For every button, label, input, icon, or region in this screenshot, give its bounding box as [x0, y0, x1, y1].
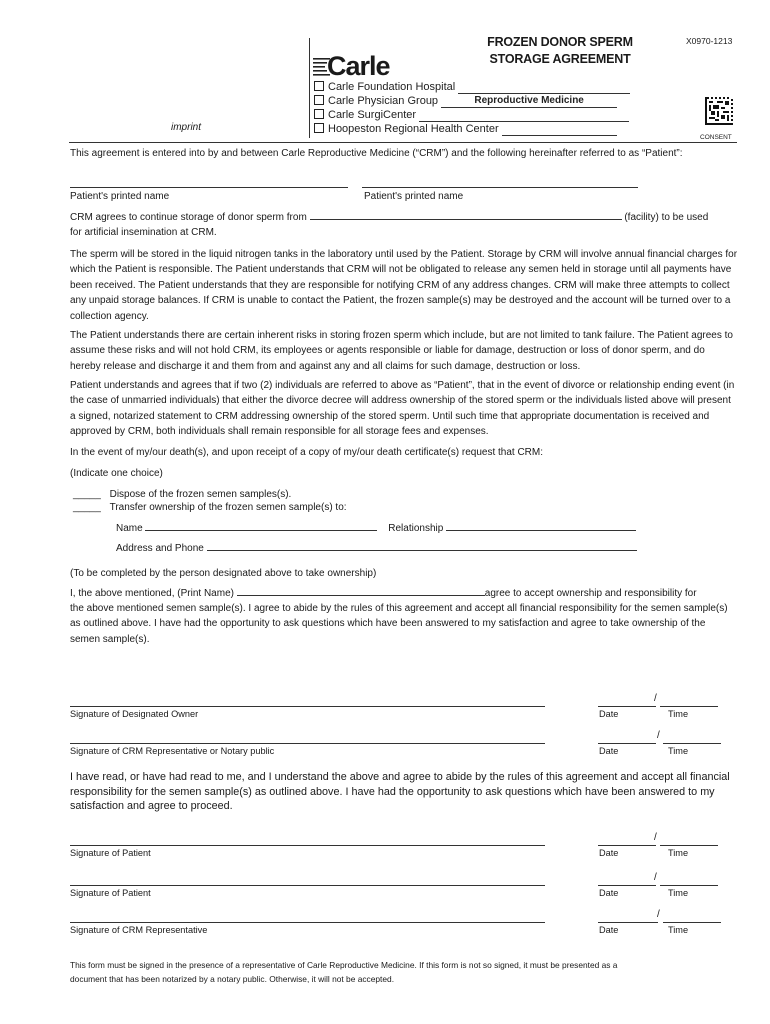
- designee-note: (To be completed by the person designated above to take ownership): [70, 568, 377, 579]
- time-label: Time: [668, 925, 689, 935]
- date-label: Date: [599, 848, 619, 858]
- date-line[interactable]: [598, 922, 658, 923]
- signature-crm-rep-label: Signature of CRM Representative: [70, 925, 208, 935]
- facility-value[interactable]: [458, 82, 630, 94]
- crm-line-end: (facility) to be used: [624, 212, 709, 223]
- facility-value[interactable]: [502, 124, 617, 136]
- date-label: Date: [599, 746, 619, 756]
- relationship-label: Relationship: [388, 523, 444, 534]
- final-statement: I have read, or have had read to me, and I understand the above and agree to abide by the rules of this agreement and accept all financial responsibility for the semen sample(s) as outlined above. I have had the opportunity to ask questions which have been answered to my satisfaction and agree to proceed.: [70, 771, 730, 812]
- choice-blank[interactable]: _____: [73, 502, 101, 513]
- signature-patient-label: Signature of Patient: [70, 848, 151, 858]
- choice-dispose-label: Dispose of the frozen semen samples(s).: [109, 489, 292, 500]
- choice-transfer[interactable]: [73, 500, 347, 515]
- date-time-slash: /: [657, 909, 660, 920]
- signature-line[interactable]: [70, 885, 545, 886]
- address-label: Address and Phone: [116, 543, 204, 554]
- choice-blank[interactable]: _____: [73, 489, 101, 500]
- facility-label: Hoopeston Regional Health Center: [328, 123, 499, 135]
- header-rule: [69, 142, 737, 143]
- form-title: [470, 34, 650, 68]
- patient-name-line[interactable]: [70, 187, 348, 188]
- time-label: Time: [668, 848, 689, 858]
- name-label: Name: [116, 523, 143, 534]
- choice-transfer-label: Transfer ownership of the frozen semen sample(s) to:: [109, 502, 347, 513]
- intro-text: This agreement is entered into by and between Carle Reproductive Medicine (“CRM”) and the following hereinafter referred to as “Patient”:: [70, 148, 683, 159]
- crm-agreement-line: [70, 210, 708, 225]
- signature-line[interactable]: [70, 922, 545, 923]
- header-divider: [309, 38, 310, 138]
- date-label: Date: [599, 709, 619, 719]
- facility-row[interactable]: [314, 94, 617, 108]
- footer-line-1: This form must be signed in the presence of a representative of Carle Reproductive Medicine. If this form is not so signed, it must be presented as a: [70, 960, 618, 970]
- time-line[interactable]: [663, 743, 721, 744]
- signature-designated-owner-label: Signature of Designated Owner: [70, 709, 199, 719]
- facility-label: Carle SurgiCenter: [328, 109, 417, 121]
- carle-logo: [313, 51, 413, 81]
- date-line[interactable]: [598, 743, 656, 744]
- transfer-name-row: [116, 521, 636, 536]
- date-label: Date: [599, 925, 619, 935]
- signature-line[interactable]: [70, 706, 545, 707]
- storage-paragraph: The sperm will be stored in the liquid nitrogen tanks in the laboratory until used by the Patient. Storage by CRM will involve annual financial charges for which the Patient is responsible. The Patient understands that CRM will not be obligated to release any semen held in storage until all payments have been received. The Patient understands that they are responsible for notifying CRM of any address changes. CRM will make three attempts to collect any unpaid storage balances. If CRM is unable to contact the Patient, the frozen sample(s) may be destroyed and the account will be turned over to a collection agency.: [70, 249, 738, 322]
- datamatrix-code-icon: [705, 97, 733, 125]
- facility-checkbox[interactable]: [314, 81, 324, 91]
- designee-line: [70, 586, 697, 601]
- patient-name-line[interactable]: [362, 187, 638, 188]
- indicate-choice: (Indicate one choice): [70, 468, 163, 479]
- death-paragraph: In the event of my/our death(s), and upon receipt of a copy of my/our death certificate(s) request that CRM:: [70, 447, 544, 458]
- facility-checkbox[interactable]: [314, 123, 324, 133]
- relationship-field[interactable]: [446, 521, 636, 531]
- time-label: Time: [668, 709, 689, 719]
- date-line[interactable]: [598, 706, 656, 707]
- date-time-slash: /: [657, 730, 660, 741]
- date-line[interactable]: [598, 845, 656, 846]
- date-time-slash: /: [654, 693, 657, 704]
- facility-value[interactable]: [419, 110, 629, 122]
- transfer-address-row: [116, 541, 637, 556]
- signature-line[interactable]: [70, 743, 545, 744]
- time-line[interactable]: [663, 922, 721, 923]
- title-line-1: FROZEN DONOR SPERM: [487, 35, 633, 49]
- facility-checkbox[interactable]: [314, 109, 324, 119]
- imprint-label: imprint: [171, 122, 202, 133]
- facility-checkbox[interactable]: [314, 95, 324, 105]
- consent-label: CONSENT: [700, 134, 732, 141]
- facility-value[interactable]: Reproductive Medicine: [441, 96, 617, 108]
- time-line[interactable]: [660, 706, 718, 707]
- crm-line-2: for artificial insemination at CRM.: [70, 227, 217, 238]
- name-field[interactable]: [145, 521, 377, 531]
- designee-start: I, the above mentioned, (Print Name): [70, 588, 234, 599]
- facility-label: Carle Physician Group: [328, 95, 439, 107]
- address-field[interactable]: [207, 541, 637, 551]
- facility-row[interactable]: [314, 80, 630, 94]
- date-line[interactable]: [598, 885, 656, 886]
- time-line[interactable]: [660, 885, 718, 886]
- signature-crm-notary-label: Signature of CRM Representative or Notary public: [70, 746, 275, 756]
- designee-end: agree to accept ownership and responsibility for: [484, 588, 697, 599]
- designee-paragraph: the above mentioned semen sample(s). I agree to abide by the rules of this agreement and accept all financial responsibility for the semen sample(s) as outlined above. I have had the opportunity to ask questions which have been answered to my satisfaction and agree to take ownership of the semen sample(s).: [70, 603, 728, 645]
- signature-line[interactable]: [70, 845, 545, 846]
- crm-line-start: CRM agrees to continue storage of donor sperm from: [70, 212, 307, 223]
- risks-paragraph: The Patient understands there are certain inherent risks in storing frozen sperm which include, but are not limited to tank failure. The Patient agrees to assume these risks and will not hold CRM, its employees or agents responsible or liable for damage, destruction or loss of donor sperm, and do hereby release and discharge it and them from and against any and all claims for such damage, destruction or loss.: [70, 330, 733, 372]
- footer-note: [70, 958, 617, 986]
- facility-field[interactable]: [310, 210, 622, 220]
- facility-label: Carle Foundation Hospital: [328, 81, 456, 93]
- form-code: X0970-1213: [686, 36, 733, 46]
- date-label: Date: [599, 888, 619, 898]
- date-time-slash: /: [654, 832, 657, 843]
- time-label: Time: [668, 746, 689, 756]
- signature-patient-label: Signature of Patient: [70, 888, 151, 898]
- time-line[interactable]: [660, 845, 718, 846]
- time-label: Time: [668, 888, 689, 898]
- facility-row[interactable]: [314, 122, 617, 136]
- carle-logo-text: Carle: [327, 51, 390, 81]
- footer-line-2: document that has been notarized by a notary public. Otherwise, it will not be accepted.: [70, 974, 395, 984]
- date-time-slash: /: [654, 872, 657, 883]
- designee-print-name-field[interactable]: [237, 586, 485, 596]
- title-line-2: STORAGE AGREEMENT: [489, 52, 631, 66]
- facility-row[interactable]: [314, 108, 629, 122]
- patient-name-label: Patient's printed name: [70, 191, 170, 202]
- patient-name-label: Patient's printed name: [364, 191, 464, 202]
- divorce-paragraph: Patient understands and agrees that if two (2) individuals are referred to above as “Patient”, that in the event of divorce or relationship ending event (in the case of unmarried individuals) that either the divorce decree will address ownership of the stored sperm or the individuals listed above will present a signed, notarized statement to CRM addressing ownership of the stored sperm. Until such time that appropriate documentation is received and approved by CRM, both individuals shall remain responsible for all storage fees and expenses.: [70, 380, 735, 438]
